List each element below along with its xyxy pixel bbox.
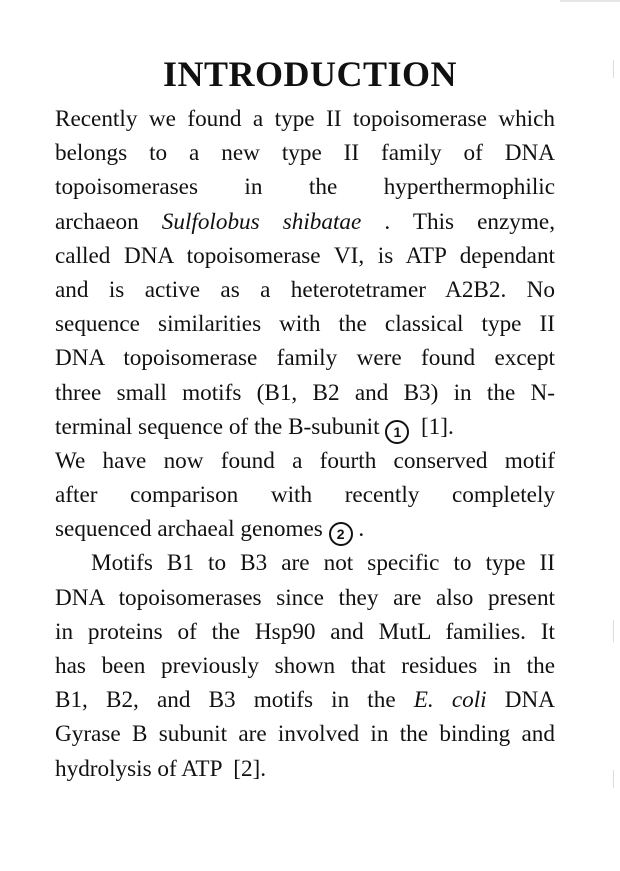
species-name: Sulfolobus shibatae: [161, 208, 362, 235]
citation: [1].: [409, 413, 454, 440]
text-line: has been previously shown that residues in the: [55, 653, 555, 679]
text-line: three small motifs (B1, B2 and B3) in the N-: [55, 379, 555, 406]
text-line: after comparison with recently completely: [55, 482, 555, 509]
text-line: DNA topoisomerase family were found except: [55, 345, 555, 372]
edge-mark: [613, 620, 614, 642]
text-line: DNA topoisomerases since they are also present: [55, 584, 555, 611]
text-line: Motifs B1 to B3 are not specific to type II: [91, 550, 555, 577]
text-line: sequence similarities with the classical type II: [55, 311, 555, 338]
text-fragment: DNA: [486, 687, 555, 714]
species-name: E. coli: [413, 687, 487, 714]
text-fragment: .: [352, 516, 365, 543]
circled-number-1-icon: 1: [385, 420, 409, 444]
text-fragment: B1, B2, and B3 motifs in the: [55, 687, 414, 714]
text-fragment: sequenced archaeal genomes: [55, 516, 329, 543]
text-fragment: . This enzyme,: [361, 208, 556, 235]
text-line: hydrolysis of ATP [2].: [55, 755, 267, 782]
text-line: Gyrase B subunit are involved in the binding and: [55, 721, 555, 748]
text-line: called DNA topoisomerase VI, is ATP dependant: [55, 242, 555, 269]
text-line: and is active as a heterotetramer A2B2. No: [55, 276, 555, 303]
text-line: topoisomerases in the hyperthermophilic: [55, 174, 555, 201]
top-edge-rule: [560, 0, 620, 2]
text-line: belongs to a new type II family of DNA: [55, 140, 555, 167]
text-line: [55, 683, 555, 717]
introduction-body: [55, 102, 555, 786]
section-title: INTRODUCTION: [162, 54, 458, 94]
circled-number-2-icon: 2: [329, 522, 353, 546]
text-line: [55, 512, 555, 546]
text-line: We have now found a fourth conserved motif: [55, 447, 555, 474]
text-line: [55, 410, 555, 444]
edge-mark: [613, 770, 614, 788]
text-line: in proteins of the Hsp90 and MutL families. It: [55, 618, 555, 645]
text-fragment: archaeon: [55, 208, 162, 235]
text-line: Recently we found a type II topoisomerase which: [55, 106, 555, 132]
text-fragment: terminal sequence of the B-subunit: [55, 413, 386, 440]
text-line: [55, 205, 555, 239]
